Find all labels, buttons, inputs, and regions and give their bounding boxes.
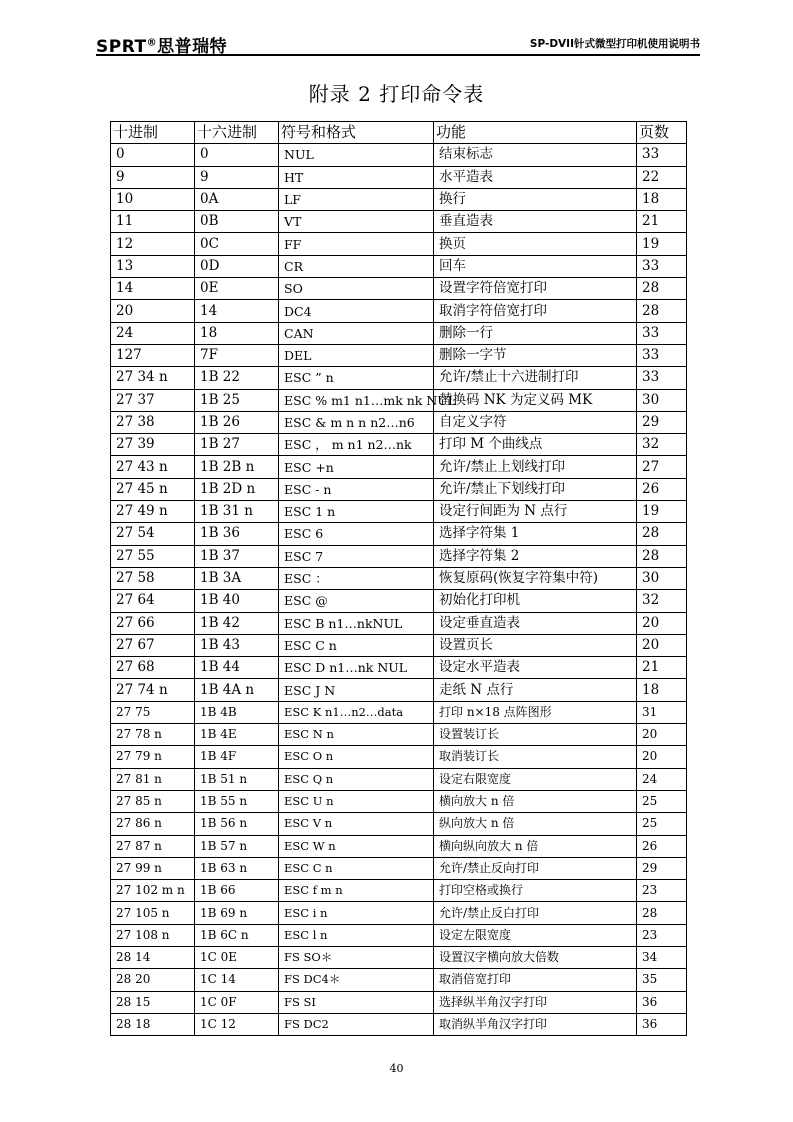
page-cell: 32 <box>637 590 687 612</box>
format-cell: ESC V n <box>279 813 434 835</box>
hex-cell: 1B 31 n <box>195 501 279 523</box>
hex-cell: 1B 2B n <box>195 456 279 478</box>
function-cell: 回车 <box>434 255 637 277</box>
function-cell: 横向纵向放大 n 倍 <box>434 835 637 857</box>
hex-cell: 14 <box>195 300 279 322</box>
function-cell: 取消字符倍宽打印 <box>434 300 637 322</box>
page-cell: 18 <box>637 679 687 701</box>
table-row <box>111 612 687 634</box>
hex-cell: 1C 12 <box>195 1013 279 1035</box>
hex-cell: 1B 4E <box>195 724 279 746</box>
format-cell: VT <box>279 211 434 233</box>
format-cell: ESC B n1…nkNUL <box>279 612 434 634</box>
decimal-cell: 27 49 n <box>111 501 195 523</box>
decimal-cell: 14 <box>111 278 195 300</box>
hex-cell: 1B 3A <box>195 567 279 589</box>
function-cell: 设定右限宽度 <box>434 768 637 790</box>
page-cell: 28 <box>637 902 687 924</box>
table-row <box>111 768 687 790</box>
format-cell: DEL <box>279 344 434 366</box>
format-cell: FF <box>279 233 434 255</box>
hex-cell: 1B 36 <box>195 523 279 545</box>
decimal-cell: 27 58 <box>111 567 195 589</box>
decimal-cell: 10 <box>111 188 195 210</box>
table-row <box>111 969 687 991</box>
function-cell: 允许/禁止反白打印 <box>434 902 637 924</box>
format-cell: HT <box>279 166 434 188</box>
format-cell: ESC ” n <box>279 367 434 389</box>
page-cell: 28 <box>637 545 687 567</box>
page-cell: 21 <box>637 657 687 679</box>
format-cell: ESC C n <box>279 634 434 656</box>
function-cell: 替换码 NK 为定义码 MK <box>434 389 637 411</box>
decimal-cell: 27 87 n <box>111 835 195 857</box>
function-cell: 设定行间距为 N 点行 <box>434 501 637 523</box>
hex-cell: 7F <box>195 344 279 366</box>
decimal-cell: 27 99 n <box>111 857 195 879</box>
page-number: 40 <box>389 1062 404 1075</box>
format-cell: ESC & m n n n2…n6 <box>279 411 434 433</box>
brand-chinese-name: 思普瑞特 <box>157 37 228 57</box>
table-row <box>111 501 687 523</box>
table-row <box>111 523 687 545</box>
page-cell: 20 <box>637 724 687 746</box>
hex-cell: 1B 25 <box>195 389 279 411</box>
page-cell: 30 <box>637 389 687 411</box>
hex-cell: 1B 4F <box>195 746 279 768</box>
page-cell: 22 <box>637 166 687 188</box>
page-title: 附录 2 打印命令表 <box>308 82 485 106</box>
decimal-cell: 27 74 n <box>111 679 195 701</box>
page-cell: 31 <box>637 701 687 723</box>
hex-cell: 18 <box>195 322 279 344</box>
format-cell: ESC C n <box>279 857 434 879</box>
format-cell: CAN <box>279 322 434 344</box>
hex-cell: 1B 57 n <box>195 835 279 857</box>
decimal-cell: 24 <box>111 322 195 344</box>
page-cell: 25 <box>637 813 687 835</box>
decimal-cell: 27 45 n <box>111 478 195 500</box>
decimal-cell: 27 108 n <box>111 924 195 946</box>
hex-cell: 1B 40 <box>195 590 279 612</box>
decimal-cell: 11 <box>111 211 195 233</box>
function-cell: 换行 <box>434 188 637 210</box>
format-cell: FS SI <box>279 991 434 1013</box>
table-row <box>111 790 687 812</box>
hex-cell: 1B 51 n <box>195 768 279 790</box>
format-cell: ESC J N <box>279 679 434 701</box>
table-row <box>111 746 687 768</box>
hex-cell: 1B 22 <box>195 367 279 389</box>
decimal-cell: 27 66 <box>111 612 195 634</box>
page-cell: 33 <box>637 322 687 344</box>
format-cell: ESC l n <box>279 924 434 946</box>
hex-cell: 1B 26 <box>195 411 279 433</box>
decimal-cell: 27 37 <box>111 389 195 411</box>
page-cell: 30 <box>637 567 687 589</box>
page-cell: 24 <box>637 768 687 790</box>
table-row <box>111 657 687 679</box>
table-row <box>111 590 687 612</box>
table-row <box>111 144 687 166</box>
format-cell: ESC 6 <box>279 523 434 545</box>
format-cell: ESC ， m n1 n2…nk <box>279 434 434 456</box>
format-cell: ESC D n1…nk NUL <box>279 657 434 679</box>
decimal-cell: 27 54 <box>111 523 195 545</box>
format-cell: ESC Q n <box>279 768 434 790</box>
hex-cell: 0A <box>195 188 279 210</box>
function-cell: 纵向放大 n 倍 <box>434 813 637 835</box>
function-cell: 设置汉字横向放大倍数 <box>434 946 637 968</box>
table-body <box>111 144 687 1036</box>
decimal-cell: 27 38 <box>111 411 195 433</box>
hex-cell: 1B 44 <box>195 657 279 679</box>
format-cell: CR <box>279 255 434 277</box>
decimal-cell: 27 102 m n <box>111 880 195 902</box>
page-cell: 19 <box>637 501 687 523</box>
hex-cell: 1B 43 <box>195 634 279 656</box>
decimal-cell: 20 <box>111 300 195 322</box>
page-cell: 19 <box>637 233 687 255</box>
hex-cell: 9 <box>195 166 279 188</box>
decimal-cell: 27 67 <box>111 634 195 656</box>
page-cell: 33 <box>637 367 687 389</box>
format-cell: ESC 1 n <box>279 501 434 523</box>
hex-cell: 1B 42 <box>195 612 279 634</box>
decimal-cell: 27 55 <box>111 545 195 567</box>
format-cell: ESC W n <box>279 835 434 857</box>
table-row <box>111 367 687 389</box>
function-cell: 打印空格或换行 <box>434 880 637 902</box>
format-cell: NUL <box>279 144 434 166</box>
decimal-cell: 28 15 <box>111 991 195 1013</box>
table-row <box>111 545 687 567</box>
column-header-decimal: 十进制 <box>111 122 195 144</box>
table-row <box>111 411 687 433</box>
function-cell: 设定水平造表 <box>434 657 637 679</box>
page-cell: 27 <box>637 456 687 478</box>
format-cell: SO <box>279 278 434 300</box>
column-header-hex: 十六进制 <box>195 122 279 144</box>
brand-logo <box>96 32 227 57</box>
format-cell: ESC O n <box>279 746 434 768</box>
format-cell: ESC i n <box>279 902 434 924</box>
table-row <box>111 567 687 589</box>
decimal-cell: 27 39 <box>111 434 195 456</box>
function-cell: 取消倍宽打印 <box>434 969 637 991</box>
decimal-cell: 28 20 <box>111 969 195 991</box>
page-cell: 29 <box>637 857 687 879</box>
function-cell: 自定义字符 <box>434 411 637 433</box>
page-cell: 25 <box>637 790 687 812</box>
table-row <box>111 679 687 701</box>
decimal-cell: 27 105 n <box>111 902 195 924</box>
hex-cell: 1B 55 n <box>195 790 279 812</box>
page-cell: 26 <box>637 478 687 500</box>
function-cell: 选择纵半角汉字打印 <box>434 991 637 1013</box>
function-cell: 删除一字节 <box>434 344 637 366</box>
table-row <box>111 344 687 366</box>
page-cell: 20 <box>637 612 687 634</box>
function-cell: 设置字符倍宽打印 <box>434 278 637 300</box>
function-cell: 允许/禁止十六进制打印 <box>434 367 637 389</box>
page-cell: 21 <box>637 211 687 233</box>
decimal-cell: 28 14 <box>111 946 195 968</box>
decimal-cell: 0 <box>111 144 195 166</box>
page-header <box>96 30 700 56</box>
table-header-row <box>111 122 687 144</box>
page-cell: 18 <box>637 188 687 210</box>
table-row <box>111 835 687 857</box>
hex-cell: 1B 63 n <box>195 857 279 879</box>
table-row <box>111 255 687 277</box>
function-cell: 选择字符集 1 <box>434 523 637 545</box>
function-cell: 水平造表 <box>434 166 637 188</box>
table-row <box>111 813 687 835</box>
table-row <box>111 188 687 210</box>
page-cell: 36 <box>637 1013 687 1035</box>
function-cell: 设定垂直造表 <box>434 612 637 634</box>
format-cell: FS DC2 <box>279 1013 434 1035</box>
format-cell: ESC K n1…n2…data <box>279 701 434 723</box>
table-row <box>111 233 687 255</box>
function-cell: 打印 M 个曲线点 <box>434 434 637 456</box>
registered-mark: ® <box>146 37 158 49</box>
table-row <box>111 166 687 188</box>
function-cell: 允许/禁止上划线打印 <box>434 456 637 478</box>
function-cell: 走纸 N 点行 <box>434 679 637 701</box>
format-cell: ESC 7 <box>279 545 434 567</box>
page-cell: 33 <box>637 344 687 366</box>
format-cell: ESC - n <box>279 478 434 500</box>
page-cell: 34 <box>637 946 687 968</box>
decimal-cell: 27 86 n <box>111 813 195 835</box>
format-cell: DC4 <box>279 300 434 322</box>
table-row <box>111 924 687 946</box>
decimal-cell: 27 43 n <box>111 456 195 478</box>
table-row <box>111 478 687 500</box>
hex-cell: 1B 66 <box>195 880 279 902</box>
table-row <box>111 211 687 233</box>
format-cell: ESC +n <box>279 456 434 478</box>
page-cell: 35 <box>637 969 687 991</box>
function-cell: 换页 <box>434 233 637 255</box>
function-cell: 设定左限宽度 <box>434 924 637 946</box>
format-cell: ESC f m n <box>279 880 434 902</box>
function-cell: 设置装订长 <box>434 724 637 746</box>
decimal-cell: 27 79 n <box>111 746 195 768</box>
format-cell: ESC ： <box>279 567 434 589</box>
decimal-cell: 9 <box>111 166 195 188</box>
page-cell: 28 <box>637 523 687 545</box>
hex-cell: 1B 4B <box>195 701 279 723</box>
hex-cell: 0C <box>195 233 279 255</box>
page-cell: 28 <box>637 278 687 300</box>
function-cell: 恢复原码(恢复字符集中符) <box>434 567 637 589</box>
decimal-cell: 27 64 <box>111 590 195 612</box>
table-row <box>111 724 687 746</box>
function-cell: 允许/禁止下划线打印 <box>434 478 637 500</box>
decimal-cell: 28 18 <box>111 1013 195 1035</box>
function-cell: 选择字符集 2 <box>434 545 637 567</box>
function-cell: 删除一行 <box>434 322 637 344</box>
function-cell: 初始化打印机 <box>434 590 637 612</box>
table-row <box>111 300 687 322</box>
hex-cell: 1B 4A n <box>195 679 279 701</box>
function-cell: 设置页长 <box>434 634 637 656</box>
hex-cell: 1B 6C n <box>195 924 279 946</box>
table-row <box>111 456 687 478</box>
format-cell: FS DC4＊ <box>279 969 434 991</box>
table-row <box>111 322 687 344</box>
hex-cell: 0D <box>195 255 279 277</box>
table-row <box>111 1013 687 1035</box>
brand-name: SPRT <box>96 37 147 57</box>
decimal-cell: 27 34 n <box>111 367 195 389</box>
command-table <box>110 121 687 1036</box>
table-row <box>111 880 687 902</box>
hex-cell: 1B 27 <box>195 434 279 456</box>
hex-cell: 0E <box>195 278 279 300</box>
table-row <box>111 857 687 879</box>
format-cell: LF <box>279 188 434 210</box>
function-cell: 结束标志 <box>434 144 637 166</box>
decimal-cell: 27 85 n <box>111 790 195 812</box>
table-row <box>111 434 687 456</box>
hex-cell: 1C 0F <box>195 991 279 1013</box>
format-cell: ESC % m1 n1…mk nk NUL <box>279 389 434 411</box>
column-header-format: 符号和格式 <box>279 122 434 144</box>
function-cell: 打印 n×18 点阵图形 <box>434 701 637 723</box>
page-cell: 23 <box>637 924 687 946</box>
format-cell: FS SO＊ <box>279 946 434 968</box>
format-cell: ESC N n <box>279 724 434 746</box>
hex-cell: 1B 69 n <box>195 902 279 924</box>
table-row <box>111 902 687 924</box>
function-cell: 取消装订长 <box>434 746 637 768</box>
decimal-cell: 27 78 n <box>111 724 195 746</box>
table-row <box>111 991 687 1013</box>
decimal-cell: 13 <box>111 255 195 277</box>
table-row <box>111 946 687 968</box>
column-header-page: 页数 <box>637 122 687 144</box>
page-cell: 33 <box>637 255 687 277</box>
decimal-cell: 27 68 <box>111 657 195 679</box>
hex-cell: 0 <box>195 144 279 166</box>
hex-cell: 1B 37 <box>195 545 279 567</box>
decimal-cell: 27 81 n <box>111 768 195 790</box>
decimal-cell: 12 <box>111 233 195 255</box>
hex-cell: 1C 14 <box>195 969 279 991</box>
decimal-cell: 127 <box>111 344 195 366</box>
manual-title: SP-DVII针式微型打印机使用说明书 <box>529 38 700 50</box>
format-cell: ESC @ <box>279 590 434 612</box>
hex-cell: 1B 56 n <box>195 813 279 835</box>
table-row <box>111 278 687 300</box>
table-row <box>111 389 687 411</box>
page-cell: 23 <box>637 880 687 902</box>
page-cell: 32 <box>637 434 687 456</box>
decimal-cell: 27 75 <box>111 701 195 723</box>
hex-cell: 1C 0E <box>195 946 279 968</box>
page-cell: 26 <box>637 835 687 857</box>
table-row <box>111 701 687 723</box>
format-cell: ESC U n <box>279 790 434 812</box>
table-row <box>111 634 687 656</box>
hex-cell: 0B <box>195 211 279 233</box>
page-cell: 20 <box>637 746 687 768</box>
page-cell: 20 <box>637 634 687 656</box>
function-cell: 横向放大 n 倍 <box>434 790 637 812</box>
page-cell: 33 <box>637 144 687 166</box>
hex-cell: 1B 2D n <box>195 478 279 500</box>
column-header-function: 功能 <box>434 122 637 144</box>
page-cell: 28 <box>637 300 687 322</box>
function-cell: 取消纵半角汉字打印 <box>434 1013 637 1035</box>
function-cell: 允许/禁止反向打印 <box>434 857 637 879</box>
function-cell: 垂直造表 <box>434 211 637 233</box>
page-cell: 29 <box>637 411 687 433</box>
page-cell: 36 <box>637 991 687 1013</box>
